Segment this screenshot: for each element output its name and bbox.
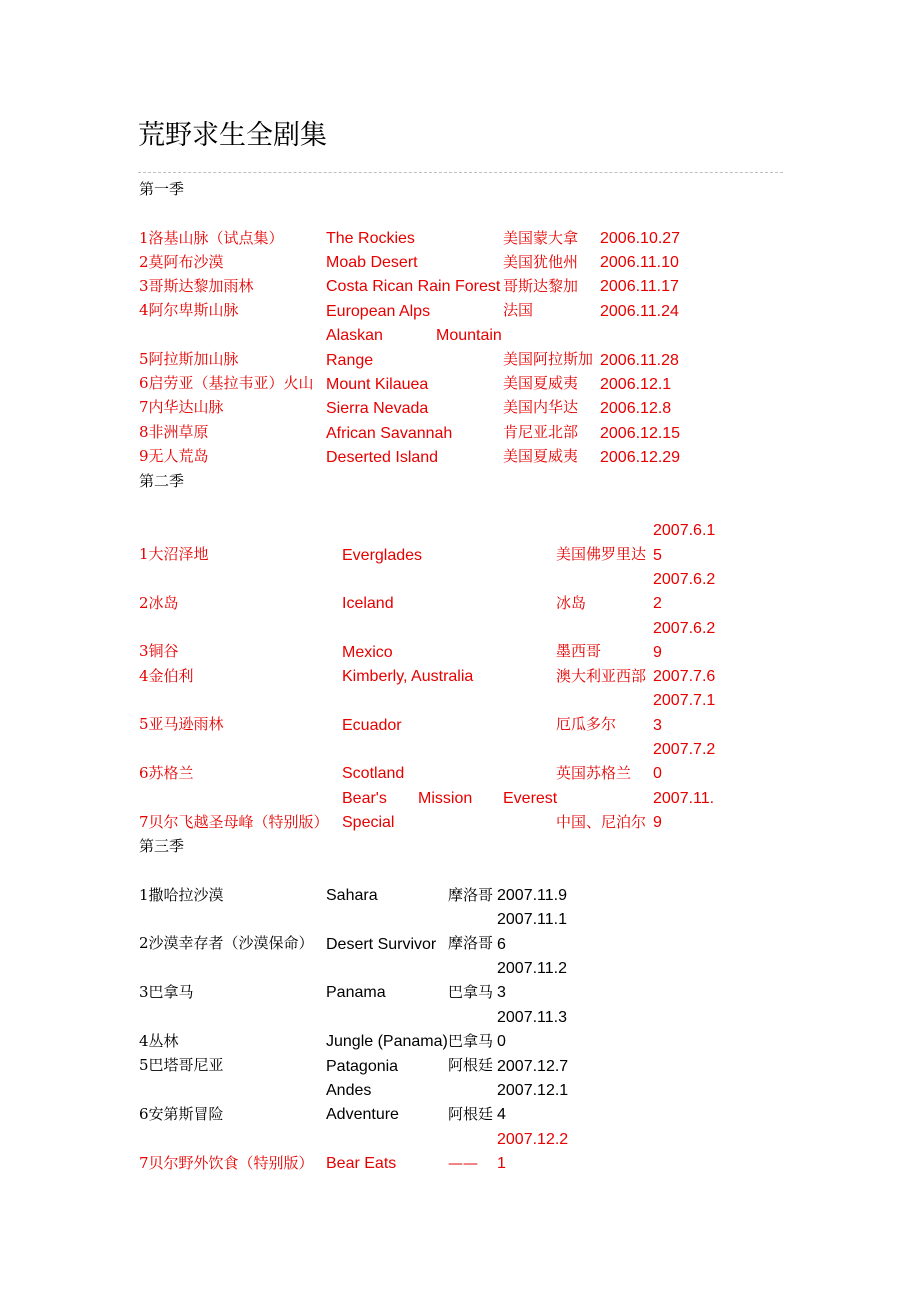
s3-ep4-date-line2: 0 <box>497 1033 506 1050</box>
s1-ep6-location: 美国夏威夷 <box>503 374 579 392</box>
s1-ep5-name: 5阿拉斯加山脉 <box>139 350 239 368</box>
s3-ep6-date-line1: 2007.12.1 <box>497 1082 569 1099</box>
s3-ep6-date-line2: 4 <box>497 1106 506 1123</box>
s3-ep3-english: Panama <box>326 984 386 1001</box>
s1-ep2-english: Moab Desert <box>326 254 418 271</box>
s3-ep1-location: 摩洛哥 <box>448 886 494 904</box>
s2-ep1-name: 1大沼泽地 <box>139 545 209 563</box>
s3-ep1-name: 1撒哈拉沙漠 <box>139 886 224 904</box>
s1-ep1-english: The Rockies <box>326 230 415 247</box>
s2-ep3-date-line2: 9 <box>653 644 662 661</box>
s2-ep5-english: Ecuador <box>342 717 402 734</box>
s1-ep4-location: 法国 <box>503 301 534 319</box>
s1-ep7-location: 美国内华达 <box>503 398 579 416</box>
s1-ep7-date: 2006.12.8 <box>600 400 672 417</box>
s3-ep2-location: 摩洛哥 <box>448 934 494 952</box>
s1-ep8-location: 肯尼亚北部 <box>503 423 579 441</box>
s1-ep5-english-line1b: Mountain <box>436 327 502 344</box>
s2-ep6-english: Scotland <box>342 765 405 782</box>
s3-ep7-date-line1: 2007.12.2 <box>497 1131 569 1148</box>
s2-ep4-english: Kimberly, Australia <box>342 668 474 685</box>
s3-ep3-date-line1: 2007.11.2 <box>497 960 567 977</box>
s3-ep4-location: 巴拿马 <box>448 1032 494 1050</box>
s1-ep3-date: 2006.11.17 <box>600 278 679 295</box>
s3-ep2-date-line2: 6 <box>497 936 506 953</box>
s1-ep5-location: 美国阿拉斯加 <box>503 350 594 368</box>
s2-ep7-date-line1: 2007.11. <box>653 790 715 807</box>
s1-ep5-date: 2006.11.28 <box>600 352 679 369</box>
s3-ep4-date-line1: 2007.11.3 <box>497 1009 567 1026</box>
s1-ep5-english-line1a: Alaskan <box>326 327 383 344</box>
s3-ep7-date-line2: 1 <box>497 1155 506 1172</box>
s1-ep8-date: 2006.12.15 <box>600 425 681 442</box>
s2-ep7-english-line1b: Mission <box>418 790 473 807</box>
s2-ep1-date-line2: 5 <box>653 547 662 564</box>
s2-ep3-name: 3铜谷 <box>139 642 179 660</box>
s3-ep5-location: 阿根廷 <box>448 1056 494 1074</box>
s1-ep1-location: 美国蒙大拿 <box>503 229 579 247</box>
s3-ep1-english: Sahara <box>326 887 378 904</box>
s1-ep9-name: 9无人荒岛 <box>139 447 209 465</box>
s2-ep7-english-line2: Special <box>342 814 395 831</box>
s2-ep6-date-line1: 2007.7.2 <box>653 741 716 758</box>
s3-ep7-name: 7贝尔野外饮食（特别版） <box>139 1154 314 1172</box>
s1-ep6-date: 2006.12.1 <box>600 376 672 393</box>
s1-ep2-location: 美国犹他州 <box>503 253 579 271</box>
s3-ep7-location: —— <box>448 1154 478 1172</box>
s2-ep4-location: 澳大利亚西部 <box>556 667 647 685</box>
s3-ep3-name: 3巴拿马 <box>139 983 194 1001</box>
s3-ep5-name: 5巴塔哥尼亚 <box>139 1056 224 1074</box>
s2-ep1-english: Everglades <box>342 547 423 564</box>
s3-ep6-location: 阿根廷 <box>448 1105 494 1123</box>
s3-ep3-location: 巴拿马 <box>448 983 494 1001</box>
s2-ep2-date-line1: 2007.6.2 <box>653 571 716 588</box>
s3-ep2-date-line1: 2007.11.1 <box>497 911 567 928</box>
s1-ep2-date: 2006.11.10 <box>600 254 679 271</box>
s2-ep4-name: 4金伯利 <box>139 667 194 685</box>
s2-ep7-name: 7贝尔飞越圣母峰（特别版） <box>139 813 329 831</box>
s3-ep5-english: Patagonia <box>326 1058 399 1075</box>
s2-ep7-location: 中国、尼泊尔 <box>556 813 647 831</box>
s2-ep7-date-line2: 9 <box>653 814 662 831</box>
s1-ep3-name: 3哥斯达黎加雨林 <box>139 277 254 295</box>
s2-ep2-location: 冰岛 <box>556 594 587 612</box>
s1-ep9-location: 美国夏威夷 <box>503 447 579 465</box>
s1-ep6-english: Mount Kilauea <box>326 376 429 393</box>
s1-ep9-english: Deserted Island <box>326 449 439 466</box>
s1-ep4-english: European Alps <box>326 303 431 320</box>
s3-ep2-english: Desert Survivor <box>326 936 437 953</box>
s3-ep6-name: 6安第斯冒险 <box>139 1105 224 1123</box>
s1-ep6-name: 6启劳亚（基拉韦亚）火山 <box>139 374 314 392</box>
s2-ep1-location: 美国佛罗里达 <box>556 545 647 563</box>
s1-ep8-name: 8非洲草原 <box>139 423 209 441</box>
s2-ep6-location: 英国苏格兰 <box>556 764 632 782</box>
s2-ep1-date-line1: 2007.6.1 <box>653 522 716 539</box>
s1-ep8-english: African Savannah <box>326 425 453 442</box>
s3-ep5-date: 2007.12.7 <box>497 1058 569 1075</box>
s1-ep3-location: 哥斯达黎加 <box>503 277 579 295</box>
s2-ep3-location: 墨西哥 <box>556 642 602 660</box>
s2-ep2-english: Iceland <box>342 595 394 612</box>
s2-ep6-name: 6苏格兰 <box>139 764 194 782</box>
s2-ep7-english-line1a: Bear's <box>342 790 387 807</box>
s2-ep2-name: 2冰岛 <box>139 594 179 612</box>
s3-ep4-english: Jungle (Panama) <box>326 1033 448 1050</box>
s3-ep6-english-line1: Andes <box>326 1082 372 1099</box>
s2-ep6-date-line2: 0 <box>653 765 662 782</box>
s2-ep5-location: 厄瓜多尔 <box>556 715 617 733</box>
title-divider <box>138 172 783 173</box>
s3-ep1-date: 2007.11.9 <box>497 887 567 904</box>
s1-ep1-name: 1洛基山脉（试点集） <box>139 229 284 247</box>
s3-ep3-date-line2: 3 <box>497 984 506 1001</box>
s2-ep3-date-line1: 2007.6.2 <box>653 620 716 637</box>
s2-ep5-name: 5亚马逊雨林 <box>139 715 224 733</box>
s2-ep3-english: Mexico <box>342 644 393 661</box>
s1-ep3-english: Costa Rican Rain Forest <box>326 278 501 295</box>
s2-ep2-date-line2: 2 <box>653 595 662 612</box>
s1-ep4-date: 2006.11.24 <box>600 303 679 320</box>
s1-ep5-english-line2: Range <box>326 352 374 369</box>
s1-ep4-name: 4阿尔卑斯山脉 <box>139 301 239 319</box>
s1-ep1-date: 2006.10.27 <box>600 230 681 247</box>
season-1-heading: 第一季 <box>139 180 185 198</box>
s2-ep7-english-line1c: Everest <box>503 790 558 807</box>
s3-ep7-english: Bear Eats <box>326 1155 397 1172</box>
s1-ep7-english: Sierra Nevada <box>326 400 429 417</box>
s2-ep4-date: 2007.7.6 <box>653 668 716 685</box>
season-2-heading: 第二季 <box>139 472 185 490</box>
s3-ep2-name: 2沙漠幸存者（沙漠保命） <box>139 934 314 952</box>
s3-ep6-english-line2: Adventure <box>326 1106 399 1123</box>
page-title: 荒野求生全剧集 <box>138 120 327 151</box>
s1-ep9-date: 2006.12.29 <box>600 449 681 466</box>
s3-ep4-name: 4丛林 <box>139 1032 179 1050</box>
s2-ep5-date-line2: 3 <box>653 717 662 734</box>
s2-ep5-date-line1: 2007.7.1 <box>653 692 716 709</box>
s1-ep7-name: 7内华达山脉 <box>139 398 224 416</box>
season-3-heading: 第三季 <box>139 837 185 855</box>
s1-ep2-name: 2莫阿布沙漠 <box>139 253 224 271</box>
